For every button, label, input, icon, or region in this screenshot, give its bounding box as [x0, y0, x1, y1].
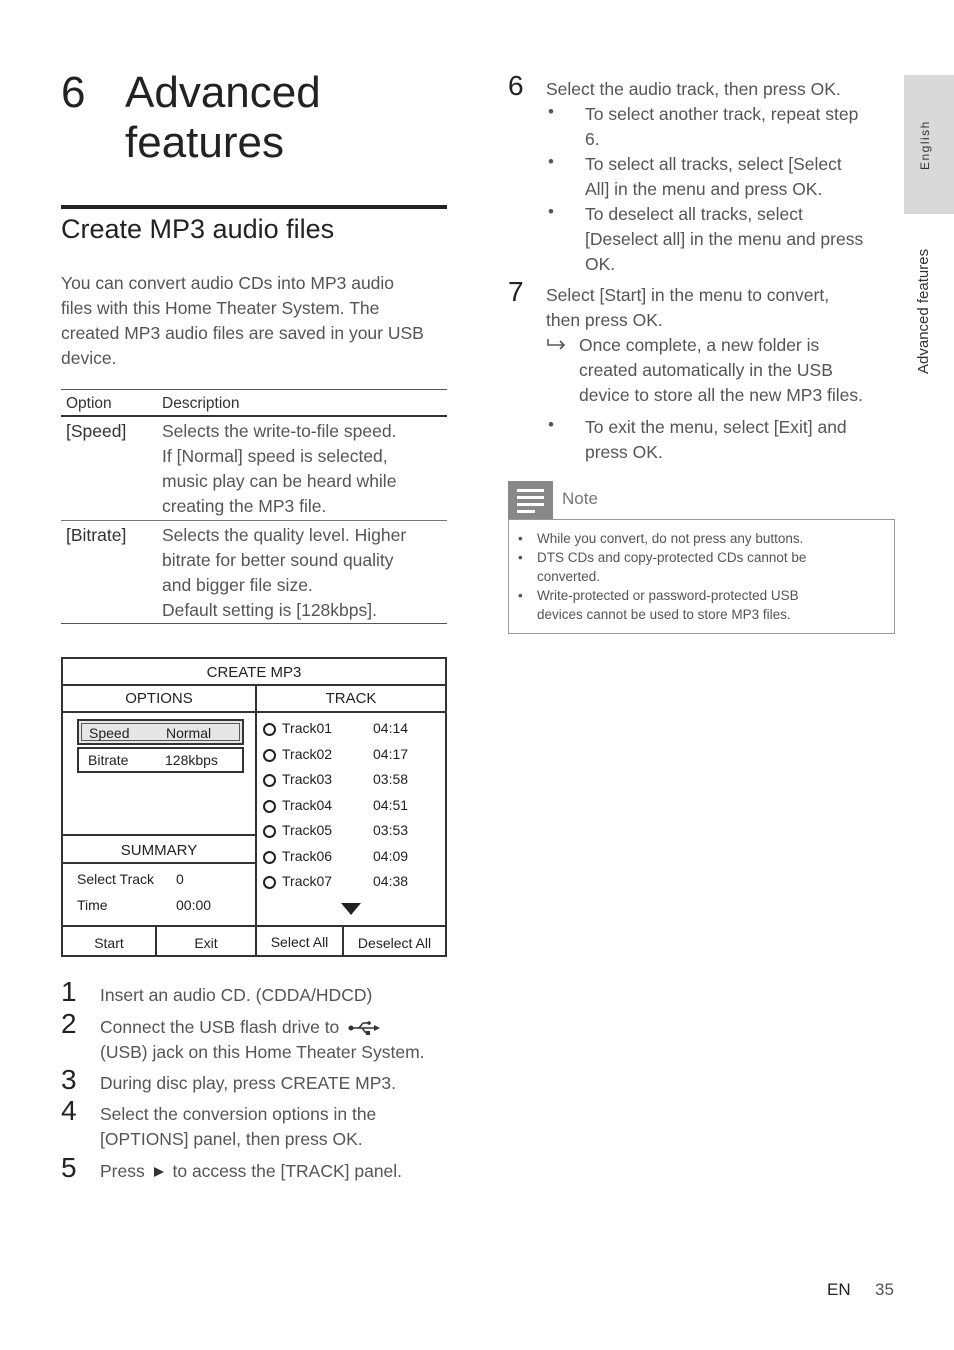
page-number: 35 — [875, 1280, 894, 1299]
usb-icon — [348, 1021, 380, 1035]
deselect-all-button[interactable]: Deselect All — [357, 935, 432, 951]
section-rule — [61, 205, 447, 209]
start-button[interactable]: Start — [94, 935, 124, 951]
radio-icon — [263, 749, 276, 762]
radio-icon — [263, 800, 276, 813]
option-bitrate[interactable]: Bitrate 128kbps — [77, 747, 244, 773]
step-number: 7 — [508, 276, 524, 307]
bullet-icon: • — [518, 588, 523, 603]
scroll-down-icon[interactable] — [341, 903, 361, 915]
options-panel-header: OPTIONS — [125, 690, 193, 707]
note-item: Write-protected or password-protected USB devices cannot be used to store MP3 files. — [537, 588, 799, 622]
side-chapter: Advanced features — [915, 248, 932, 374]
step-text: Select the audio track, then press OK. — [546, 79, 841, 99]
step-number: 1 — [61, 976, 77, 1007]
play-right-icon — [153, 1166, 165, 1178]
table-header: Option Description — [61, 390, 447, 417]
intro-paragraph: You can convert audio CDs into MP3 audio files with this Home Theater System. The created MP3 audio files are saved in your USB device. — [61, 273, 424, 368]
exit-button[interactable]: Exit — [194, 935, 218, 951]
table-row: [Bitrate] Selects the quality level. Higher bitrate for better sound quality and bigger file size. Default setting is [128kbps]. — [61, 520, 447, 623]
step-text: Select [Start] in the menu to convert, then press OK. — [546, 285, 830, 330]
bullet-text: To select all tracks, select [Select All] in the menu and press OK. — [585, 154, 842, 199]
create-mp3-screen: CREATE MP3 OPTIONS TRACK Speed Normal Bitrate 128kbps SUMMARY Select Track 0 Time 00:00 Track01 04:14 Track02 04:17 Track03 03:58 Track04 04:51 Track05 03:53 Track06 04:09 Track07 04:38 Start Exit Select All Deselect All — [61, 657, 447, 957]
step-text: Connect the USB flash drive to — [100, 1015, 380, 1040]
step-text: (USB) jack on this Home Theater System. — [100, 1042, 425, 1062]
bullet-icon: • — [548, 152, 554, 171]
bullet-icon: • — [518, 531, 523, 546]
step-text: Select the conversion options in the — [100, 1104, 377, 1124]
result-arrow-icon — [546, 338, 568, 352]
chapter-number: 6 — [61, 68, 86, 117]
bullet-icon: • — [548, 202, 554, 221]
bullet-text: To deselect all tracks, select [Deselect all] in the menu and press OK. — [585, 204, 864, 274]
bullet-icon: • — [548, 102, 554, 121]
note-icon — [508, 481, 553, 519]
step-text: [OPTIONS] panel, then press OK. — [100, 1129, 363, 1149]
side-language: English — [918, 120, 932, 170]
step-number: 4 — [61, 1095, 77, 1126]
select-all-button[interactable]: Select All — [270, 934, 329, 950]
step-number: 2 — [61, 1008, 77, 1039]
radio-icon — [263, 825, 276, 838]
track-panel-header: TRACK — [325, 690, 377, 707]
chapter-title: Advanced features — [125, 68, 321, 167]
summary-label: Select Track — [77, 871, 155, 887]
result-text: Once complete, a new folder is created automatically in the USB device to store all the new MP3 files. — [579, 335, 864, 405]
section-title: Create MP3 audio files — [61, 214, 335, 244]
table-row: [Speed] Selects the write-to-file speed. If [Normal] speed is selected, music play can be heard while creating the MP3 file. — [66, 421, 397, 516]
summary-value: 00:00 — [176, 897, 212, 913]
bullet-icon: • — [548, 415, 554, 434]
step-text: Press to access the [TRACK] panel. — [100, 1161, 403, 1181]
radio-icon — [263, 774, 276, 787]
summary-value: 0 — [176, 871, 184, 887]
step-number: 5 — [61, 1152, 77, 1183]
note-item: While you convert, do not press any buttons. — [537, 531, 804, 546]
step-text: Insert an audio CD. (CDDA/HDCD) — [100, 985, 373, 1005]
note-item: DTS CDs and copy-protected CDs cannot be converted. — [537, 550, 807, 584]
screen-title: CREATE MP3 — [206, 664, 302, 681]
bullet-text: To exit the menu, select [Exit] and press OK. — [585, 417, 847, 462]
option-speed[interactable]: Speed Normal — [77, 719, 244, 745]
radio-icon — [263, 851, 276, 864]
summary-label: Time — [77, 897, 108, 913]
radio-icon — [263, 876, 276, 889]
step-number: 6 — [508, 70, 524, 101]
bullet-icon: • — [518, 550, 523, 565]
step-number: 3 — [61, 1064, 77, 1095]
summary-header: SUMMARY — [120, 842, 198, 859]
radio-icon — [263, 723, 276, 736]
step-text: During disc play, press CREATE MP3. — [100, 1073, 396, 1093]
options-table — [61, 389, 447, 624]
note-label: Note — [562, 489, 598, 508]
footer-language: EN — [827, 1280, 851, 1299]
bullet-text: To select another track, repeat step 6. — [585, 104, 859, 149]
